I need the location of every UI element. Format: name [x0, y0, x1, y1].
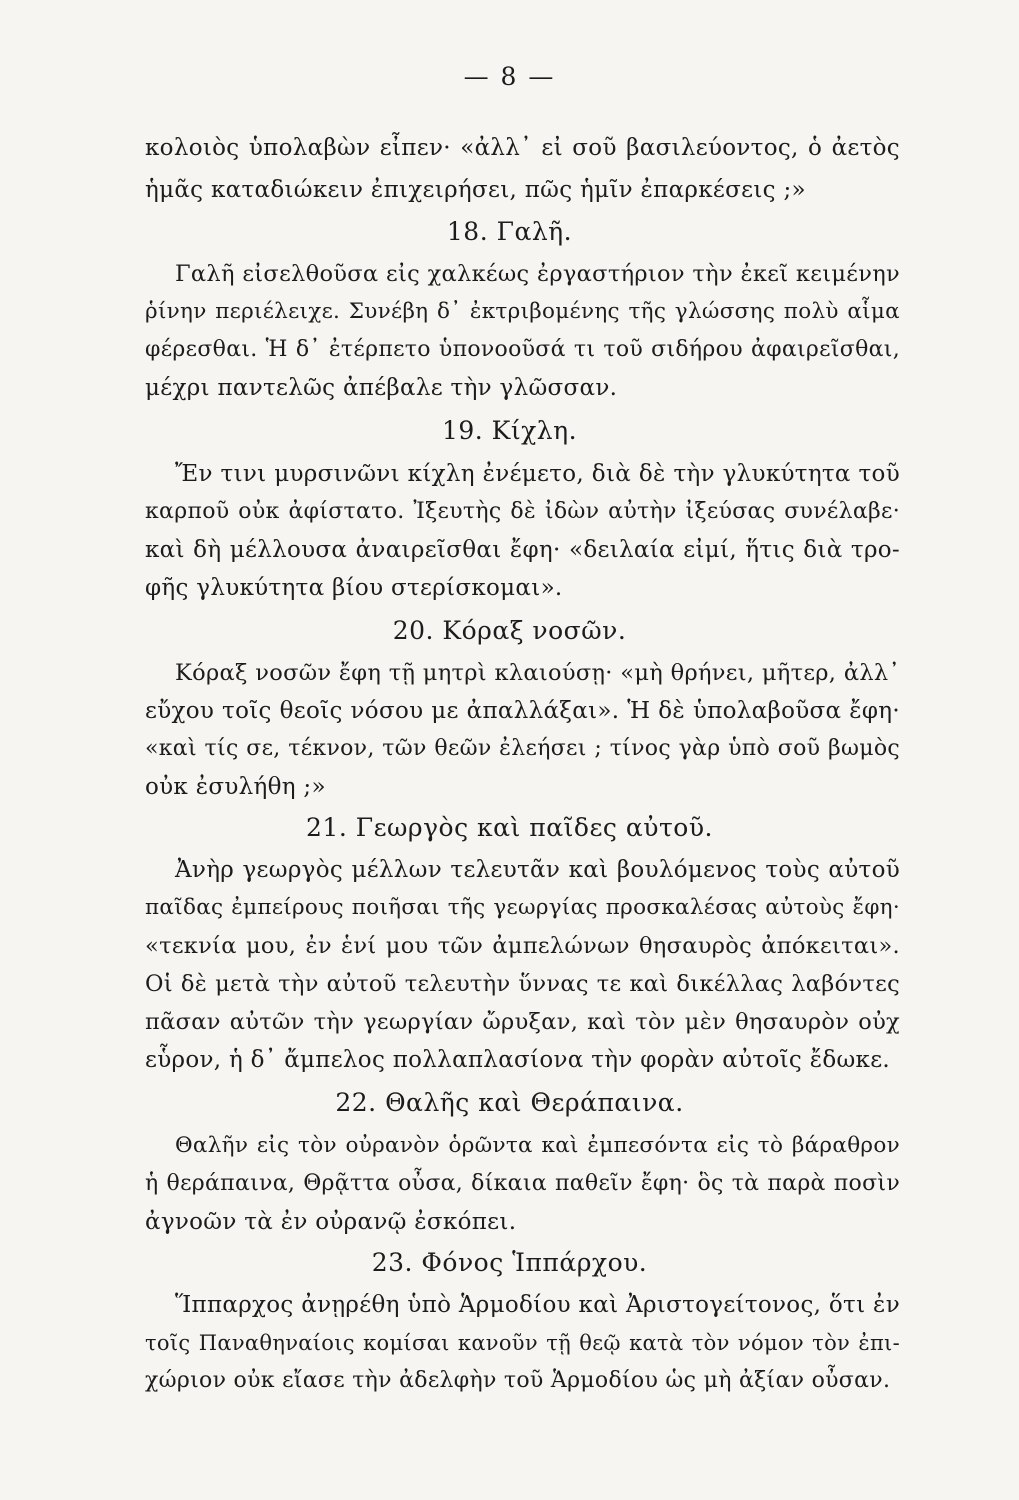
- text-line: καρποῦ οὐκ ἀφίστατο. Ἰξευτὴς δὲ ἰδὼν αὐτὴν ἰξεύσας συνέλαβε·: [145, 499, 900, 524]
- text-line: ῥίνην περιέλειχε. Συνέβη δ᾽ ἐκτριβομένης τῆς γλώσσης πολὺ αἷμα: [145, 299, 900, 324]
- fable-title: 21. Γεωργὸς καὶ παῖδες αὐτοῦ.: [306, 813, 713, 842]
- text-line: εὔχου τοῖς θεοῖς νόσου με ἀπαλλάξαι». Ἡ δὲ ὑπολαβοῦσα ἔφη·: [145, 698, 900, 724]
- text-line: παῖδας ἐμπείρους ποιῆσαι τῆς γεωργίας προσκαλέσας αὐτοὺς ἔφη·: [145, 895, 900, 920]
- fable-title: 20. Κόραξ νοσῶν.: [392, 616, 627, 645]
- page-number: — 8 —: [463, 62, 556, 91]
- text-line: Ἔν τινι μυρσινῶνι κίχλη ἐνέμετο, διὰ δὲ τὴν γλυκύτητα τοῦ: [175, 461, 900, 487]
- text-line: φέρεσθαι. Ἡ δ᾽ ἐτέρπετο ὑπονοοῦσά τι τοῦ σιδήρου ἀφαιρεῖσθαι,: [145, 337, 900, 362]
- text-line: Οἱ δὲ μετὰ τὴν αὐτοῦ τελευτὴν ὕννας τε καὶ δικέλλας λαβόντες: [145, 971, 900, 997]
- text-line: Ἀνὴρ γεωργὸς μέλλων τελευτᾶν καὶ βουλόμενος τοὺς αὐτοῦ: [175, 857, 900, 883]
- text-line: ἀγνοῶν τὰ ἐν οὐρανῷ ἐσκόπει.: [145, 1209, 517, 1235]
- text-line: πᾶσαν αὐτῶν τὴν γεωργίαν ὤρυξαν, καὶ τὸν μὲν θησαυρὸν οὐχ: [145, 1009, 900, 1035]
- text-line: μέχρι παντελῶς ἀπέβαλε τὴν γλῶσσαν.: [145, 375, 618, 401]
- text-line: ἡμᾶς καταδιώκειν ἐπιχειρήσει, πῶς ἡμῖν ἐπαρκέσεις ;»: [145, 177, 806, 203]
- fable-title: 19. Κίχλη.: [441, 416, 578, 445]
- text-line: εὗρον, ἡ δ᾽ ἄμπελος πολλαπλασίονα τὴν φορὰν αὐτοῖς ἔδωκε.: [145, 1047, 891, 1073]
- text-line: χώριον οὐκ εἴασε τὴν ἀδελφὴν τοῦ Ἁρμοδίου ὡς μὴ ἀξίαν οὖσαν.: [145, 1368, 891, 1393]
- fable-title: 23. Φόνος Ἱππάρχου.: [371, 1248, 648, 1277]
- text-line: «τεκνία μου, ἐν ἑνί μου τῶν ἀμπελώνων θησαυρὸς ἀπόκειται».: [145, 933, 900, 959]
- text-line: ἡ θεράπαινα, Θρᾷττα οὖσα, δίκαια παθεῖν ἔφη· ὃς τὰ παρὰ ποσὶν: [145, 1171, 900, 1196]
- text-line: «καὶ τίς σε, τέκνον, τῶν θεῶν ἐλεήσει ; τίνος γὰρ ὑπὸ σοῦ βωμὸς: [145, 736, 900, 761]
- text-line: Ἵππαρχος ἀνῃρέθη ὑπὸ Ἁρμοδίου καὶ Ἀριστογείτονος, ὅτι ἐν: [175, 1292, 900, 1318]
- fable-title: 18. Γαλῆ.: [446, 217, 573, 246]
- text-line: Γαλῆ εἰσελθοῦσα εἰς χαλκέως ἐργαστήριον τὴν ἐκεῖ κειμένην: [175, 261, 900, 287]
- text-line: Κόραξ νοσῶν ἔφη τῇ μητρὶ κλαιούσῃ· «μὴ θρήνει, μῆτερ, ἀλλ᾽: [175, 660, 900, 686]
- text-line: Θαλῆν εἰς τὸν οὐρανὸν ὁρῶντα καὶ ἐμπεσόντα εἰς τὸ βάραθρον: [175, 1133, 900, 1158]
- text-line: καὶ δὴ μέλλουσα ἀναιρεῖσθαι ἔφη· «δειλαία εἰμί, ἥτις διὰ τρο-: [145, 537, 900, 563]
- text-line: τοῖς Παναθηναίοις κομίσαι κανοῦν τῇ θεῷ κατὰ τὸν νόμον τὸν ἐπι-: [145, 1331, 900, 1355]
- text-line: φῆς γλυκύτητα βίου στερίσκομαι».: [145, 575, 563, 601]
- text-line: οὐκ ἐσυλήθη ;»: [145, 774, 326, 800]
- fable-title: 22. Θαλῆς καὶ Θεράπαινα.: [335, 1088, 684, 1117]
- text-line: κολοιὸς ὑπολαβὼν εἶπεν· «ἀλλ᾽ εἰ σοῦ βασιλεύοντος, ὁ ἀετὸς: [145, 135, 900, 161]
